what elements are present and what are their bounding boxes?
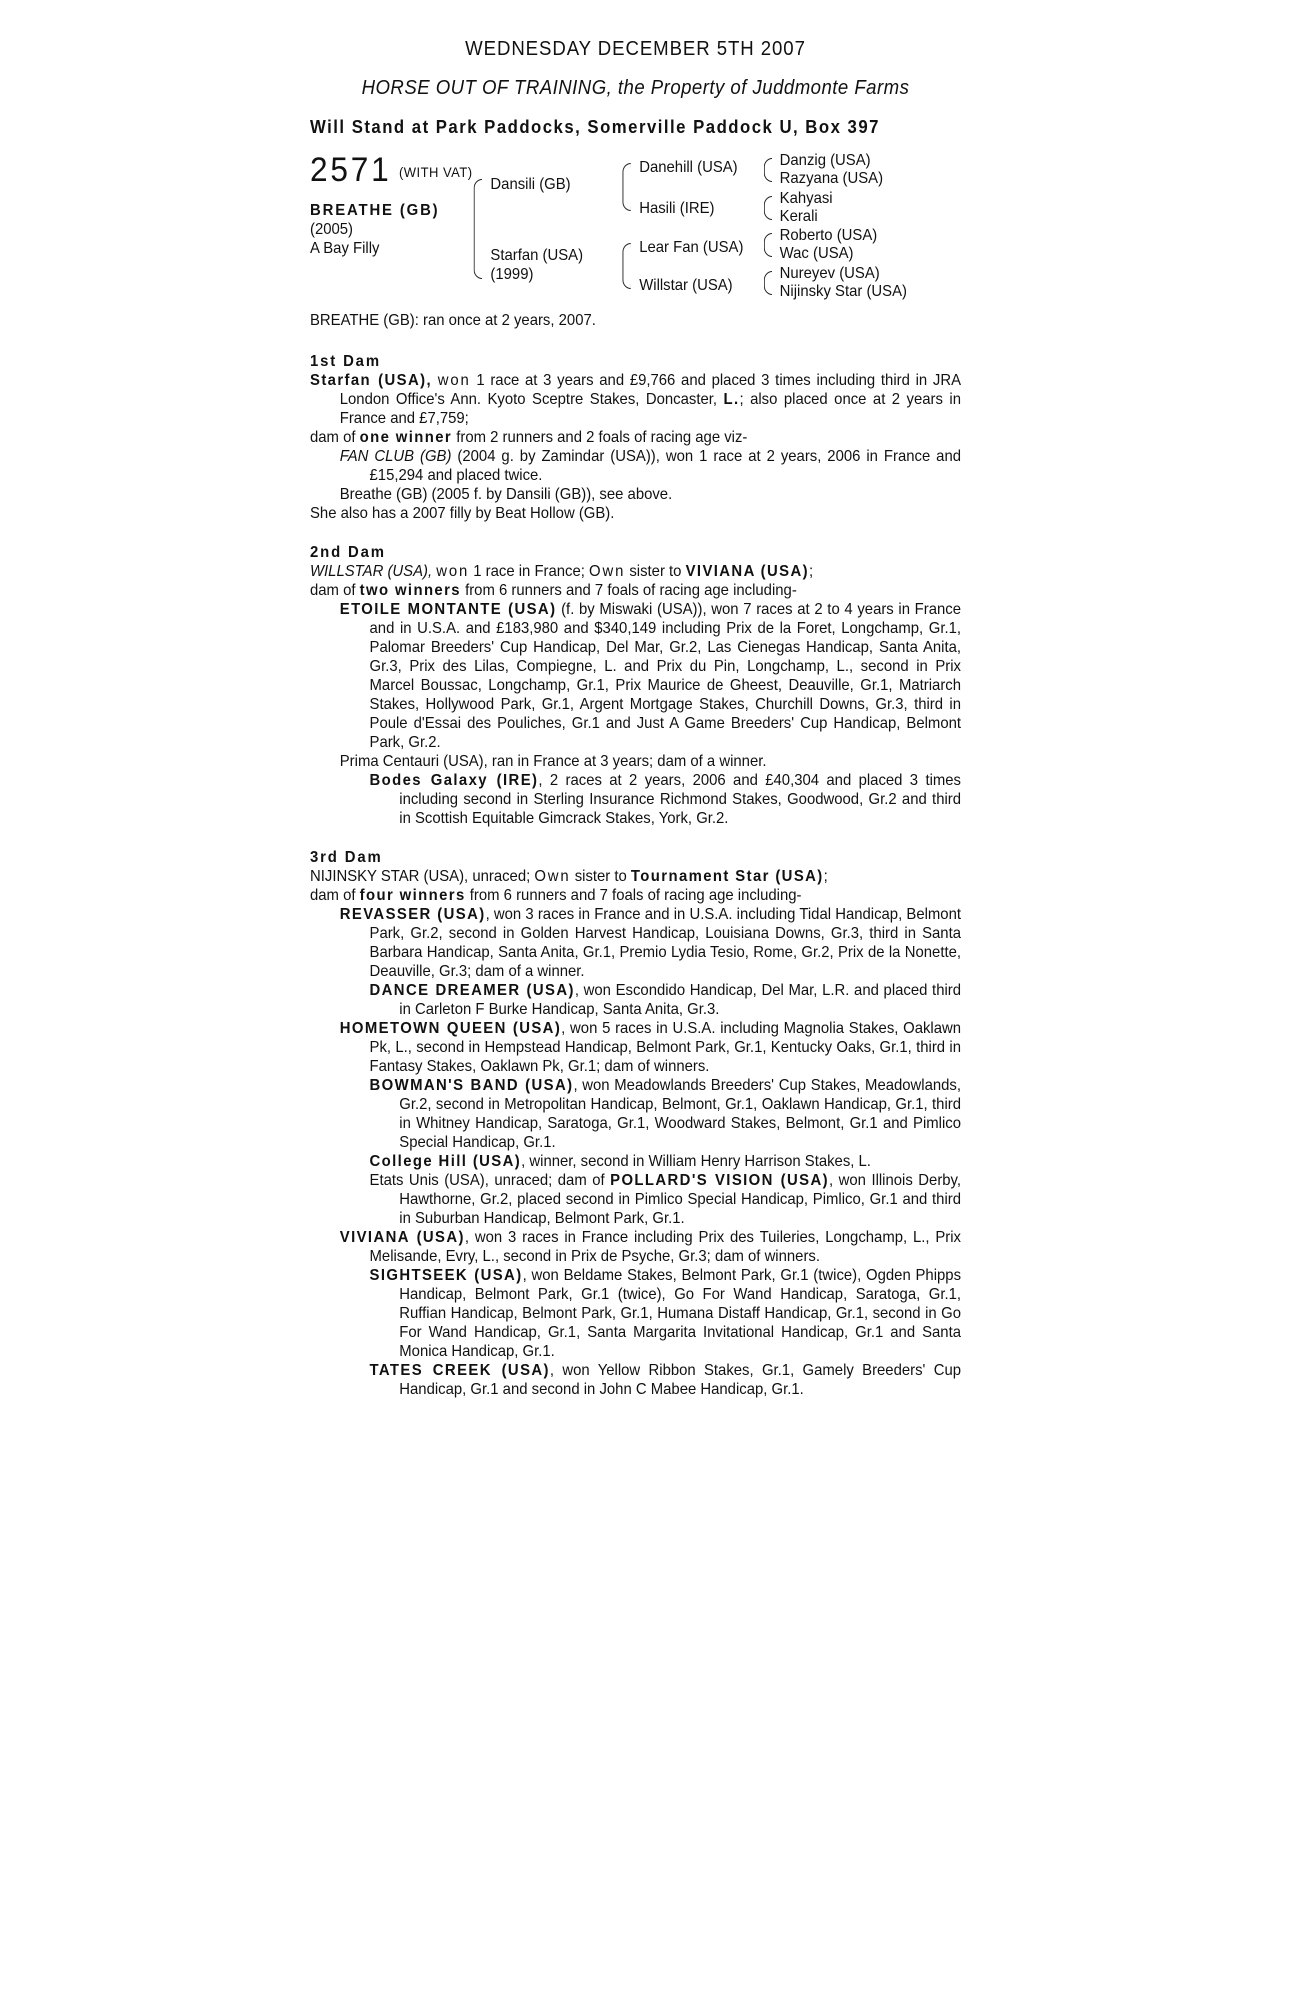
horse-description: A Bay Filly [310,240,380,257]
second-dam-name: WILLSTAR (USA), [310,563,433,580]
produce-dance-dreamer [310,981,961,1019]
race-summary: BREATHE (GB): ran once at 2 years, 2007. [310,312,596,329]
third-dam-text: sister to [570,868,631,885]
dam-of-winners: four winners [359,887,466,904]
produce-tates-creek [310,1361,961,1399]
bowman-name: BOWMAN'S BAND (USA) [369,1077,574,1094]
hometown-text: , won 5 races in U.S.A. including Magnolia Stakes, Oaklawn Pk, L., second in Hempstead Handicap, Belmont Park, Gr.1, Kentucky Oaks, Gr.1, third in Fantasy Stakes, Oaklawn Pk, Gr.1; dam of winners. [369,1020,962,1075]
stand-location: Will Stand at Park Paddocks, Somerville Paddock U, Box 397 [310,117,880,137]
etats-unis-prefix: Etats Unis (USA), unraced; dam of [369,1172,611,1189]
first-dam-produce [310,428,961,447]
pedigree-sire-sire: Danehill (USA) [639,159,738,176]
lot-number-line [310,153,473,189]
pollards-vision-name: POLLARD'S VISION (USA) [610,1172,829,1189]
viviana-text: , won 3 races in France including Prix des Tuileries, Longchamp, L., Prix Melisande, Evry, L., second in Prix de Psyche, Gr.3; dam of winners. [369,1229,961,1265]
pedigree-g3-8: Nijinsky Star (USA) [779,283,907,300]
pedigree-block [310,153,961,303]
pedigree-dam-year: (1999) [490,266,534,283]
dance-dreamer-name: DANCE DREAMER (USA) [369,982,575,999]
first-dam-text: 1 race at 3 years and £9,766 and placed 3 times including third in JRA London Office's Ann. Kyoto Sceptre Stakes, Doncaster, [339,372,962,408]
first-dam-won: won [437,372,471,389]
second-dam-text3: ; [808,563,814,580]
property-line: HORSE OUT OF TRAINING, the Property of Juddmonte Farms [361,77,910,99]
third-dam-own: Own [534,868,571,885]
dam-of-winners: two winners [359,582,461,599]
bracket-g3-4 [764,271,772,295]
third-dam-name: NIJINSKY STAR (USA), unraced; [310,868,535,885]
bodes-name: Bodes Galaxy (IRE) [369,772,539,789]
produce-sightseek [310,1266,961,1361]
college-hill-name: College Hill (USA) [369,1153,522,1170]
tates-creek-text: , won Yellow Ribbon Stakes, Gr.1, Gamely Breeders' Cup Handicap, Gr.1 and second in John C Mabee Handicap, Gr.1. [399,1362,961,1398]
dance-dreamer-text: , won Escondido Handicap, Del Mar, L.R. and placed third in Carleton F Burke Handicap, Santa Anita, Gr.3. [399,982,962,1018]
dam-of-prefix: dam of [310,429,360,446]
third-dam-text-end: ; [823,868,828,885]
produce-fan-club [310,447,961,485]
second-dam-text: 1 race in France; [469,563,590,580]
bracket-dam-parents [622,243,630,289]
produce-breathe: Breathe (GB) (2005 f. by Dansili (GB)), see above. [339,486,673,503]
third-dam-sister: Tournament Star (USA) [630,868,824,885]
dam-of-suffix: from 6 runners and 7 foals of racing age including- [465,887,802,904]
third-dam-title: 3rd Dam [310,849,383,866]
hometown-name: HOMETOWN QUEEN (USA) [339,1020,562,1037]
second-dam-own: Own [589,563,626,580]
pollards-vision-text: , won Illinois Derby, Hawthorne, Gr.2, placed second in Pimlico Special Handicap, Pimlico, Gr.1 and third in Suburban Handicap, Belmont Park, Gr.1. [399,1172,962,1227]
produce-viviana [310,1228,961,1266]
pedigree-sire: Dansili (GB) [490,176,571,193]
produce-revasser [310,905,961,981]
second-dam-won: won [436,563,470,580]
pedigree-g3-4: Kerali [779,208,818,225]
produce-bodes-galaxy [310,771,961,828]
lot-number: 2571 [310,151,392,189]
etoile-name: ETOILE MONTANTE (USA) [339,601,557,618]
fan-club-text: (2004 g. by Zamindar (USA)), won 1 race at 2 years, 2006 in France and £15,294 and placed twice. [369,448,962,484]
pedigree-dam-dam: Willstar (USA) [639,277,733,294]
dam-of-suffix: from 2 runners and 2 foals of racing age viz- [452,429,748,446]
third-dam-produce [310,886,961,905]
horse-name: BREATHE (GB) [310,202,440,219]
produce-bowmans-band [310,1076,961,1152]
bracket-sire-parents [622,163,630,211]
bowman-text: , won Meadowlands Breeders' Cup Stakes, Meadowlands, Gr.2, second in Metropolitan Handicap, Belmont, Gr.1, Oaklawn Handicap, Gr.1, third in Whitney Handicap, Saratoga, Gr.1, Woodward Stakes, Belmont, Gr.1 and Pimlico Special Handicap, Gr.1. [399,1077,961,1151]
produce-etats-unis [310,1171,961,1228]
pedigree-g3-3: Kahyasi [779,190,833,207]
catalogue-page [310,40,961,1399]
bracket-parents [474,179,482,279]
bracket-g3-1 [764,158,772,182]
pedigree-g3-6: Wac (USA) [779,245,854,262]
second-dam-text2: sister to [625,563,686,580]
first-dam-record [310,371,961,428]
second-dam-sister: VIVIANA (USA) [685,563,809,580]
revasser-text: , won 3 races in France and in U.S.A. including Tidal Handicap, Belmont Park, Gr.2, second in Golden Harvest Handicap, Louisiana Downs, Gr.3, third in Santa Barbara Handicap, Santa Anita, Gr.1, Premio Lydia Tesio, Rome, Gr.2, Prix de la Nonette, Deauville, Gr.3; dam of a winner. [369,906,961,980]
produce-college-hill [310,1152,961,1171]
second-dam-produce [310,581,961,600]
college-hill-text: , winner, second in William Henry Harrison Stakes, L. [521,1153,871,1170]
bodes-text: , 2 races at 2 years, 2006 and £40,304 and placed 3 times including second in Sterling Insurance Richmond Stakes, Goodwood, Gr.2 and third in Scottish Equitable Gimcrack Stakes, York, Gr.2. [399,772,961,827]
pedigree-g3-1: Danzig (USA) [779,152,871,169]
dam-of-suffix: from 6 runners and 7 foals of racing age including- [460,582,797,599]
sale-date: WEDNESDAY DECEMBER 5TH 2007 [465,38,806,60]
pedigree-g3-7: Nureyev (USA) [779,265,880,282]
first-dam-text-end: ; also placed once at 2 years in France and £7,759; [339,391,961,427]
first-dam-listed: L. [723,391,740,408]
sightseek-name: SIGHTSEEK (USA) [369,1267,523,1284]
pedigree-dam-sire: Lear Fan (USA) [639,239,744,256]
produce-note: She also has a 2007 filly by Beat Hollow (GB). [310,505,615,522]
first-dam-title: 1st Dam [310,353,381,370]
pedigree-g3-2: Razyana (USA) [779,170,884,187]
bracket-g3-2 [764,196,772,220]
produce-prima-centauri: Prima Centauri (USA), ran in France at 3 years; dam of a winner. [339,753,767,770]
produce-etoile-montante [310,600,961,752]
revasser-name: REVASSER (USA) [339,906,486,923]
horse-year: (2005) [310,221,354,238]
etoile-text: (f. by Miswaki (USA)), won 7 races at 2 to 4 years in France and in U.S.A. and £183,980 and $340,149 including Prix de la Foret, Longchamp, Gr.1, Palomar Breeders' Cup Handicap, Del Mar, Gr.2, Las Cienegas Handicap, Santa Anita, Gr.3, Prix des Lilas, Compiegne, L. and Prix du Pin, Longchamp, L., second in Prix Marcel Boussac, Longchamp, Gr.1, Prix Maurice de Gheest, Deauville, Gr.1, Matriarch Stakes, Hollywood Park, Gr.1, Argent Mortgage Stakes, Churchill Downs, Gr.3, third in Poule d'Essai des Pouliches, Gr.1 and Just A Game Breeders' Cup Handicap, Belmont Park, Gr.2. [369,601,961,751]
second-dam-record [310,562,961,581]
viviana-name: VIVIANA (USA) [339,1229,465,1246]
dam-of-prefix: dam of [310,887,360,904]
pedigree-dam: Starfan (USA) [490,247,584,264]
produce-hometown-queen [310,1019,961,1076]
dam-of-winners: one winner [359,429,453,446]
fan-club-name: FAN CLUB (GB) [339,448,452,465]
third-dam-record [310,867,961,886]
sightseek-text: , won Beldame Stakes, Belmont Park, Gr.1 (twice), Ogden Phipps Handicap, Belmont Park, Gr.1 (twice), Go For Wand Handicap, Saratoga, Gr.1, Ruffian Handicap, Belmont Park, Gr.1, Humana Distaff Handicap, Gr.1, second in Go For Wand Handicap, Gr.1, Santa Margarita Invitational Handicap, Gr.1 and Santa Monica Handicap, Gr.1. [399,1267,962,1360]
first-dam-name: Starfan (USA), [310,372,432,389]
dam-of-prefix: dam of [310,582,360,599]
tates-creek-name: TATES CREEK (USA) [369,1362,550,1379]
second-dam-title: 2nd Dam [310,544,386,561]
vat-label: (WITH VAT) [398,164,473,180]
pedigree-g3-5: Roberto (USA) [779,227,878,244]
bracket-g3-3 [764,233,772,257]
pedigree-sire-dam: Hasili (IRE) [639,200,715,217]
